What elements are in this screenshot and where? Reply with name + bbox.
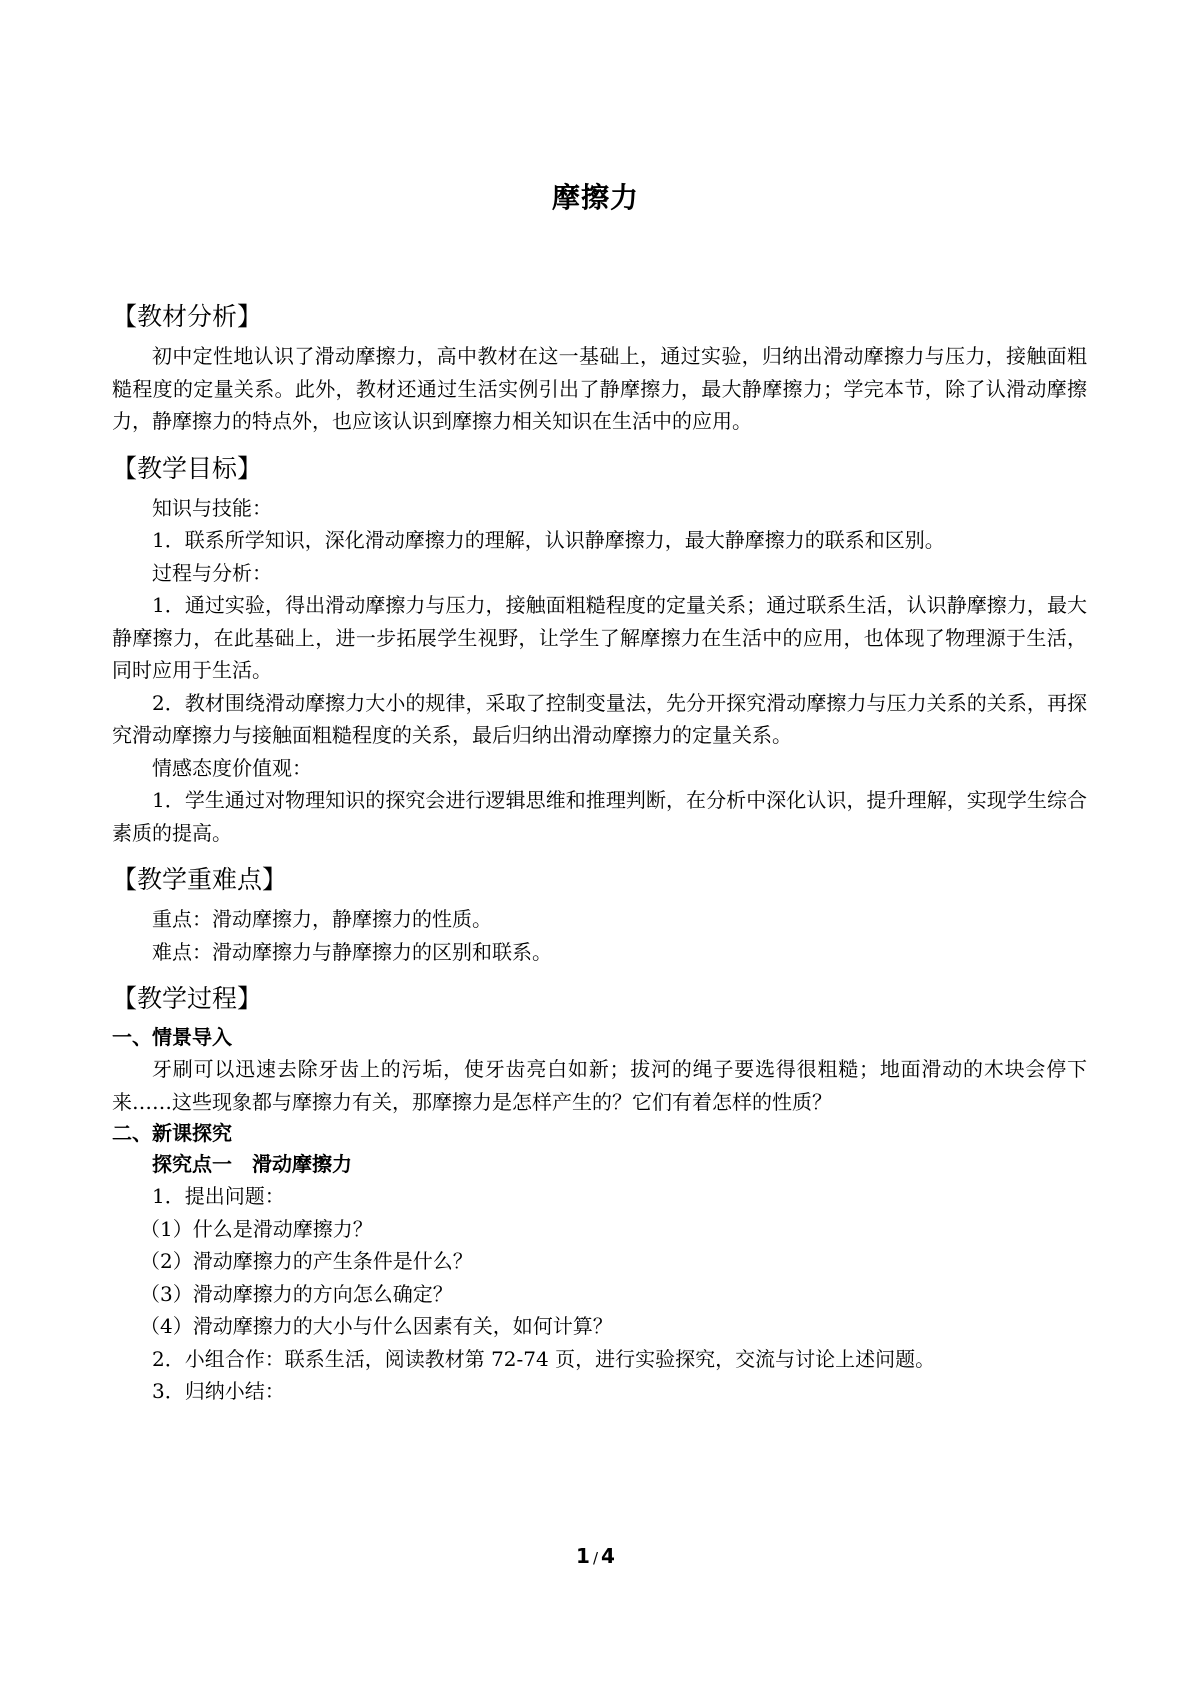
material-analysis-paragraph: 初中定性地认识了滑动摩擦力，高中教材在这一基础上，通过实验，归纳出滑动摩擦力与压力，接触面粗糙程度的定量关系。此外，教材还通过生活实例引出了静摩擦力，最大静摩擦力；学完本节，除了认滑动摩擦力，静摩擦力的特点外，也应该认识到摩擦力相关知识在生活中的应用。 <box>112 344 1087 433</box>
step-group-work: 2．小组合作：联系生活，阅读教材第 72-74 页，进行实验探究，交流与讨论上述问题。 <box>152 1346 936 1371</box>
difficult-point-line: 难点：滑动摩擦力与静摩擦力的区别和联系。 <box>152 939 552 964</box>
goal-category-process: 过程与分析： <box>152 560 272 585</box>
subheading-inquiry-point-1: 探究点一 滑动摩擦力 <box>152 1152 352 1176</box>
section-heading-material-analysis: 【教材分析】 <box>112 302 263 331</box>
section-heading-key-points: 【教学重难点】 <box>112 865 288 894</box>
key-point-line: 重点：滑动摩擦力，静摩擦力的性质。 <box>152 907 492 931</box>
total-page-count: 4 <box>601 1544 615 1568</box>
subheading-scene-intro: 一、情景导入 <box>112 1025 232 1049</box>
current-page-number: 1 <box>576 1544 590 1568</box>
question-item: （1）什么是滑动摩擦力？ <box>140 1216 373 1241</box>
document-body <box>112 300 1087 1408</box>
section-heading-teaching-goals: 【教学目标】 <box>112 453 263 483</box>
page-number <box>0 1544 1191 1568</box>
step-summary: 3．归纳小结： <box>152 1379 285 1403</box>
page-title: 摩擦力 <box>551 181 639 214</box>
subheading-new-lesson: 二、新课探究 <box>112 1121 232 1145</box>
goal-item-process-2: 2．教材围绕滑动摩擦力大小的规律，采取了控制变量法，先分开探究滑动摩擦力与压力关系的关系，再探究滑动摩擦力与接触面粗糙程度的关系，最后归纳出滑动摩擦力的定量关系。 <box>112 690 1087 747</box>
goal-item-knowledge-1: 1．联系所学知识，深化滑动摩擦力的理解，认识静摩擦力，最大静摩擦力的联系和区别。 <box>152 528 945 552</box>
step-raise-questions: 1．提出问题： <box>152 1184 285 1208</box>
section-heading-teaching-process: 【教学过程】 <box>112 984 263 1013</box>
page-separator: / <box>592 1549 599 1567</box>
goal-category-knowledge: 知识与技能： <box>152 495 272 520</box>
goal-item-attitude-1: 1．学生通过对物理知识的探究会进行逻辑思维和推理判断，在分析中深化认识，提升理解，实现学生综合素质的提高。 <box>112 788 1087 845</box>
goal-item-process-1: 1．通过实验，得出滑动摩擦力与压力，接触面粗糙程度的定量关系；通过联系生活，认识静摩擦力，最大静摩擦力，在此基础上，进一步拓展学生视野，让学生了解摩擦力在生活中的应用，也体现了物理源于生活，同时应用于生活。 <box>112 593 1087 682</box>
question-item: （3）滑动摩擦力的方向怎么确定？ <box>140 1281 453 1306</box>
question-item: （4）滑动摩擦力的大小与什么因素有关，如何计算？ <box>140 1314 613 1338</box>
scene-intro-paragraph: 牙刷可以迅速去除牙齿上的污垢，使牙齿亮白如新；拔河的绳子要选得很粗糙；地面滑动的木块会停下来……这些现象都与摩擦力有关，那摩擦力是怎样产生的？它们有着怎样的性质？ <box>112 1057 1087 1114</box>
goal-category-attitude: 情感态度价值观： <box>152 755 312 780</box>
question-item: （2）滑动摩擦力的产生条件是什么？ <box>140 1249 473 1273</box>
